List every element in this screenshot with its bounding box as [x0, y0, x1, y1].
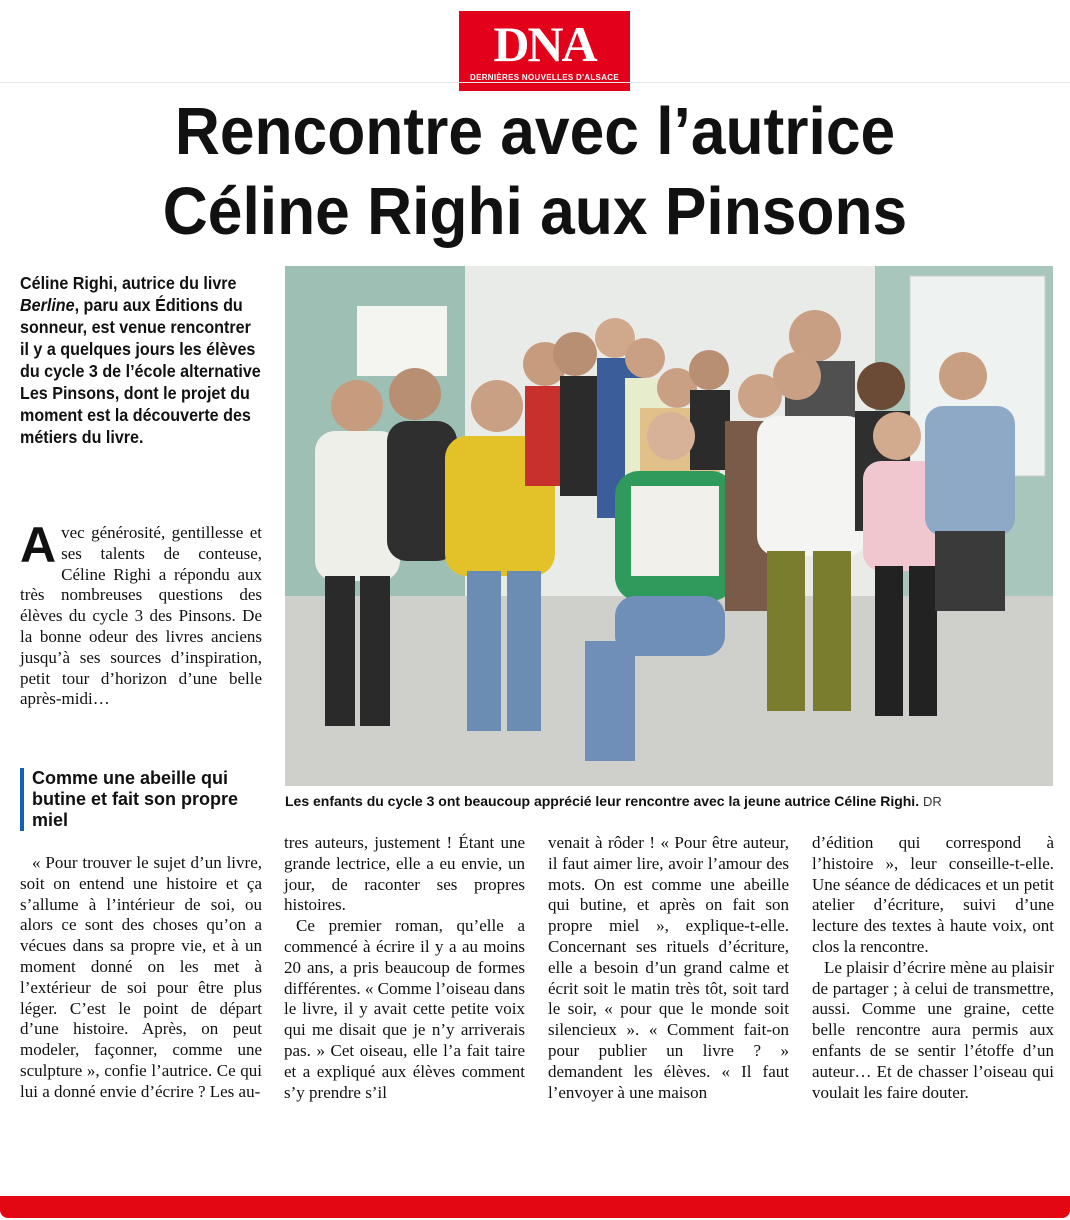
top-divider — [0, 82, 1070, 83]
photo-credit: DR — [922, 794, 942, 809]
intro-text: vec générosité, gentillesse et ses talents de conteuse, Céline Righi a répondu aux très nombreuses questions des élèves du cycle 3 des Pinsons. De la bonne odeur des livres anciens jusqu’à ses sources d’inspiration, petit tour d’horizon d’une belle après-midi… — [20, 523, 262, 709]
intro-paragraph — [20, 517, 262, 710]
column-3 — [548, 833, 789, 1103]
caption-text: Les enfants du cycle 3 ont beaucoup apprécié leur rencontre avec la jeune autrice Céline Righi. — [285, 793, 920, 809]
article-headline — [37, 92, 1032, 252]
column-1 — [20, 853, 262, 1103]
bottom-red-bar — [0, 1196, 1070, 1218]
drop-cap: A — [20, 517, 57, 573]
lead-text-end: , paru aux Éditions du sonneur, est venue rencontrer il y a quelques jours les élèves du cycle 3 de l’école alternative Les Pinsons, dont le projet du moment est la découverte des métiers du livre. — [20, 295, 261, 447]
lead-book-title: Berline — [20, 295, 75, 315]
headline-line-2: Céline Righi aux Pinsons — [162, 174, 908, 249]
col3-paragraph-1: venait à rôder ! « Pour être auteur, il faut aimer lire, avoir l’amour des mots. On est comme une abeille qui butine, et après on fait son propre miel », explique-t-elle. Concernant ses rituels d’écriture, elle a besoin d’un grand calme et écrit soit le matin très tôt, soit tard le soir, « pour que le monde soit silencieux ». « Comment fait-on pour publier un livre ? » demandent les élèves. « Il faut l’envoyer à une maison — [548, 833, 789, 1102]
col1-paragraph-1: « Pour trouver le sujet d’un livre, soit on entend une histoire et ça s’allume à l’intérieur de soi, ou alors ce sont des choses qu’on a vécues dans sa propre vie, et à un moment donné on les met à l’extérieur de soi pour être plus léger. C’est le point de départ d’une histoire. Après, on peut modeler, façonner, comme une sculpture », confie l’autrice. Ce qui lui a donné envie d’écrire ? Les au- — [20, 853, 262, 1101]
logo-wordmark: DNA — [493, 16, 596, 72]
logo-tagline: DERNIÈRES NOUVELLES D'ALSACE — [470, 73, 619, 82]
section-subhead: Comme une abeille qui butine et fait son propre miel — [20, 768, 272, 831]
column-4 — [812, 833, 1054, 1103]
dna-logo[interactable] — [459, 11, 630, 91]
col4-paragraph-1: d’édition qui correspond à l’histoire », leur conseille-t-elle. Une séance de dédicaces et un petit atelier d’écriture, suivi d’une lecture des textes à haute voix, ont clos la rencontre. — [812, 833, 1054, 956]
headline-line-1: Rencontre avec l’autrice — [174, 94, 896, 169]
col2-paragraph-1: tres auteurs, justement ! Étant une grande lectrice, elle a eu envie, un jour, de raconter ses propres histoires. — [284, 833, 525, 915]
lead-text-start: Céline Righi, autrice du livre — [20, 273, 237, 293]
group-photo-illustration — [285, 266, 1053, 786]
article-photo[interactable] — [285, 266, 1053, 786]
column-2 — [284, 833, 525, 1103]
photo-caption — [285, 792, 1065, 811]
col4-paragraph-2: Le plaisir d’écrire mène au plaisir de partager ; à celui de transmettre, aussi. Comme une graine, cette belle rencontre aura permis aux enfants de se sentir l’étoffe d’un auteur… Et de chasser l’oiseau qui voulait les faire douter. — [812, 957, 1054, 1102]
article-lead — [20, 272, 261, 448]
col2-paragraph-2: Ce premier roman, qu’elle a commencé à écrire il y a au moins 20 ans, a pris beaucoup de formes différentes. « Comme l’oiseau dans le livre, il y avait cette petite voix qui me disait que je n’y arriverais pas. » Cet oiseau, elle l’a fait taire et a expliqué aux élèves comment s’y prendre s’il — [284, 916, 525, 1102]
